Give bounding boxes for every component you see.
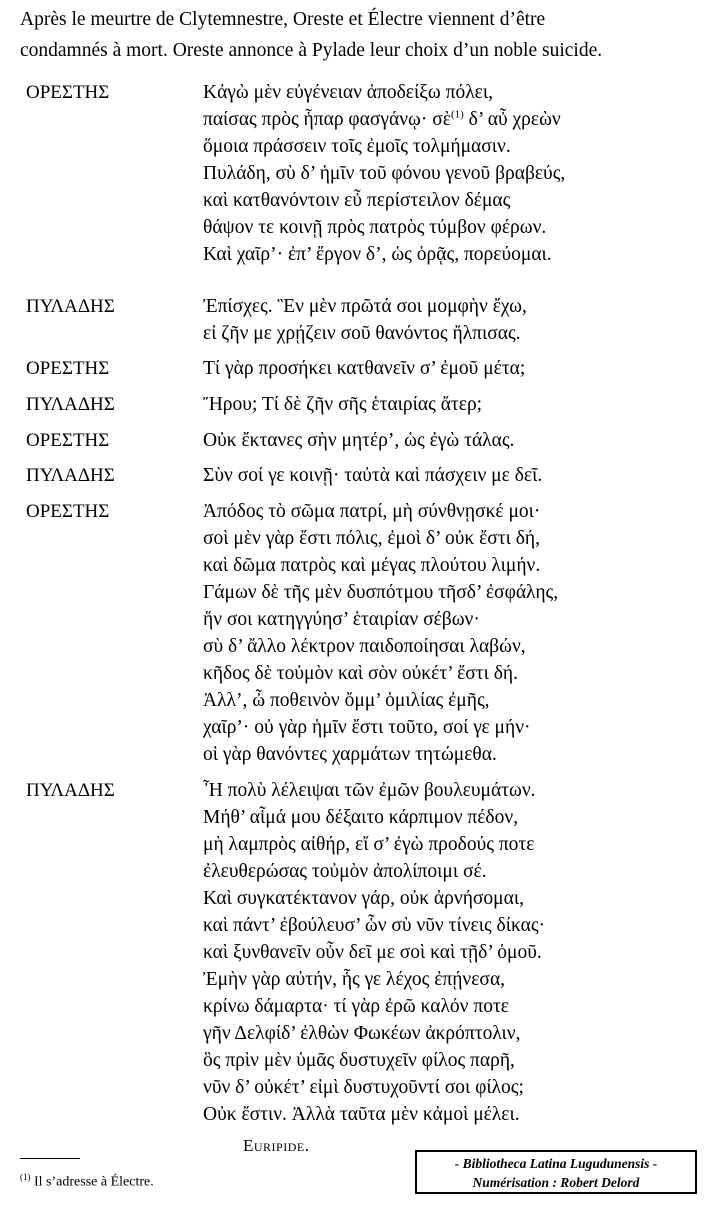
author-name: Euripide. <box>243 1136 310 1155</box>
speech-block <box>24 462 704 498</box>
verse-lines <box>203 355 704 382</box>
colophon-box <box>415 1150 697 1194</box>
verse-line: χαῖρ’· οὐ γὰρ ἡμῖν ἔστι τοῦτο, σοί γε μήν· <box>203 717 531 738</box>
verse-line: σὺ δ’ ἄλλο λέκτρον παιδοποίησαι λαβών, <box>203 636 526 657</box>
verse-line: Πυλάδη, σὺ δ’ ἡμῖν τοῦ φόνου γενοῦ βραβεύς, <box>203 163 566 184</box>
verse-line-text: παίσας πρὸς ἧπαρ φασγάνῳ· σὲ <box>203 109 451 130</box>
verse-line: ὃς πρὶν μὲν ὑμᾶς δυστυχεῖν φίλος παρῆ, <box>203 1050 515 1071</box>
speech-block <box>24 391 704 427</box>
verse-line: Καὶ χαῖρ’· ἐπ’ ἔργον δ’, ὡς ὁρᾷς, πορεύομαι. <box>203 244 552 265</box>
verse-lines <box>203 293 704 347</box>
verse-line: νῦν δ’ οὐκέτ’ εἰμὶ δυστυχοῦντί σοι φίλος; <box>203 1077 524 1098</box>
verse-line: Ἐπίσχες. Ἓν μὲν πρῶτά σοι μομφὴν ἔχω, <box>203 296 527 317</box>
footnote-divider <box>20 1158 80 1159</box>
dialogue <box>24 79 704 1128</box>
verse-line: κρίνω δάμαρτα· τί γὰρ ἐρῶ καλόν ποτε <box>203 996 509 1017</box>
speech-block <box>24 293 704 355</box>
verse-lines <box>203 427 704 454</box>
verse-line: σοὶ μὲν γὰρ ἔστι πόλις, ἐμοὶ δ’ οὐκ ἔστι δή, <box>203 528 540 549</box>
verse-line: Καὶ συγκατέκτανον γάρ, οὐκ ἀρνήσομαι, <box>203 888 524 909</box>
verse-line-text: δ’ αὖ χρεὼν <box>463 109 561 130</box>
speaker-name: ΟΡΕΣΤΗΣ <box>26 358 110 379</box>
verse-line: Οὐκ ἔκτανες σὴν μητέρ’, ὡς ἐγὼ τάλας. <box>203 430 515 451</box>
verse-line: Ἦ πολὺ λέλειψαι τῶν ἐμῶν βουλευμάτων. <box>203 780 536 801</box>
verse-line: καὶ πάντ’ ἐβούλευσ’ ὧν σὺ νῦν τίνεις δίκας· <box>203 915 546 936</box>
verse-line: Κἀγὼ μὲν εὐγένειαν ἀποδείξω πόλει, <box>203 82 493 103</box>
verse-line: καὶ ξυνθανεῖν οὖν δεῖ με σοὶ καὶ τῇδ’ ὁμοῦ. <box>203 942 542 963</box>
intro-line-1: Après le meurtre de Clytemnestre, Oreste et Électre viennent d’être <box>20 9 546 30</box>
verse-line: εἰ ζῆν με χρῄζειν σοῦ θανόντος ἤλπισας. <box>203 323 521 344</box>
speech-block <box>24 777 704 1128</box>
verse-lines <box>203 498 704 768</box>
verse-line: Οὐκ ἔστιν. Ἀλλὰ ταῦτα μὲν κἀμοὶ μέλει. <box>203 1104 520 1125</box>
verse-lines <box>203 79 704 268</box>
verse-line: θάψον τε κοινῇ πρὸς πατρὸς τύμβον φέρων. <box>203 217 547 238</box>
verse-line: οἱ γὰρ θανόντες χαρμάτων τητώμεθα. <box>203 744 497 765</box>
verse-line: Ἤρου; Τί δὲ ζῆν σῆς ἑταιρίας ἄτερ; <box>203 394 483 415</box>
speech-block <box>24 355 704 391</box>
colophon-line-2: Numérisation : Robert Delord <box>472 1175 640 1190</box>
verse-lines <box>203 462 704 489</box>
verse-line: Γάμων δὲ τῆς μὲν δυσπότμου τῆσδ’ ἐσφάλης, <box>203 582 559 603</box>
speaker-name: ΠΥΛΑΔΗΣ <box>26 296 115 317</box>
speaker-name: ΠΥΛΑΔΗΣ <box>26 780 115 801</box>
footnote-reference: (1) <box>450 108 464 121</box>
verse-line: Σὺν σοί γε κοινῇ· ταὐτὰ καὶ πάσχειν με δεῖ. <box>203 465 543 486</box>
verse-line <box>203 106 704 133</box>
intro-paragraph <box>20 4 700 66</box>
verse-line: Ἀπόδος τὸ σῶμα πατρί, μὴ σύνθνῃσκέ μοι· <box>203 501 541 522</box>
speech-block <box>24 498 704 777</box>
speaker-name: ΠΥΛΑΔΗΣ <box>26 465 115 486</box>
verse-line: Ἀλλ’, ὦ ποθεινὸν ὄμμ’ ὁμιλίας ἐμῆς, <box>203 690 490 711</box>
verse-line: Ἐμὴν γὰρ αὐτήν, ἧς γε λέχος ἐπῄνεσα, <box>203 969 506 990</box>
verse-line: μὴ λαμπρὸς αἰθήρ, εἴ σ’ ἐγὼ προδούς ποτε <box>203 834 535 855</box>
footnote-text: Il s’adresse à Électre. <box>34 1174 154 1190</box>
speaker-name: ΟΡΕΣΤΗΣ <box>26 501 110 522</box>
verse-line: Μήθ’ αἷμά μου δέξαιτο κάρπιμον πέδον, <box>203 807 519 828</box>
verse-line: ὅμοια πράσσειν τοῖς ἐμοῖς τολμήμασιν. <box>203 136 511 157</box>
verse-line: ἥν σοι κατηγγύησ’ ἑταιρίαν σέβων· <box>203 609 480 630</box>
footnote <box>20 1168 154 1192</box>
speaker-name: ΠΥΛΑΔΗΣ <box>26 394 115 415</box>
speech-block <box>24 427 704 462</box>
verse-line: γῆν Δελφίδ’ ἐλθὼν Φωκέων ἀκρόπτολιν, <box>203 1023 521 1044</box>
verse-line: κῆδος δὲ τοὐμὸν καὶ σὸν οὐκέτ’ ἔστι δή. <box>203 663 518 684</box>
verse-lines <box>203 777 704 1128</box>
speaker-name: ΟΡΕΣΤΗΣ <box>26 82 110 103</box>
intro-line-2: condamnés à mort. Oreste annonce à Pylade leur choix d’un noble suicide. <box>20 40 603 61</box>
verse-line: καὶ κατθανόντοιν εὖ περίστειλον δέμας <box>203 190 511 211</box>
verse-lines <box>203 391 704 418</box>
verse-line: ἐλευθερώσας τοὐμὸν ἀπολίποιμι σέ. <box>203 861 487 882</box>
speaker-name: ΟΡΕΣΤΗΣ <box>26 430 110 451</box>
verse-line: Τί γὰρ προσήκει κατθανεῖν σ’ ἐμοῦ μέτα; <box>203 358 526 379</box>
verse-line: καὶ δῶμα πατρὸς καὶ μέγας πλούτου λιμήν. <box>203 555 541 576</box>
footnote-mark: (1) <box>20 1172 31 1182</box>
colophon-line-1: - Bibliotheca Latina Lugudunensis - <box>454 1156 658 1171</box>
speech-block <box>24 79 704 293</box>
